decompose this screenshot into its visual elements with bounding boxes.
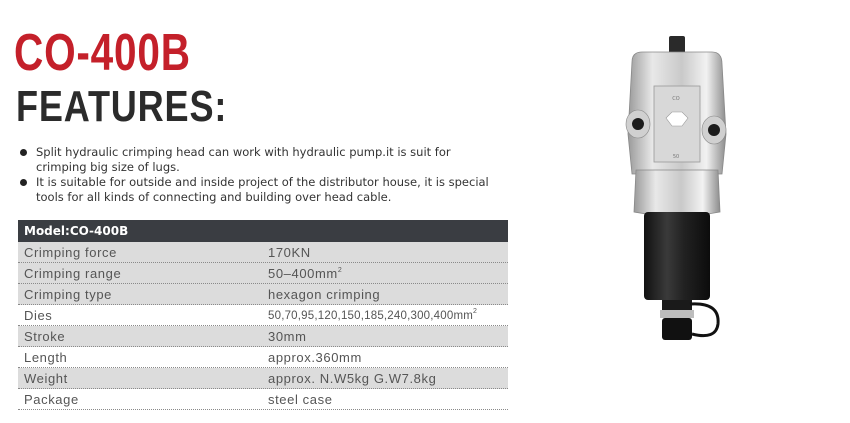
feature-item [18,175,498,205]
spec-value: hexagon crimping [268,286,381,302]
spec-label: Crimping type [24,286,112,302]
svg-text:50: 50 [672,154,680,160]
spec-label: Length [24,349,68,365]
bullet-icon [20,179,27,186]
product-model-title: CO-400B [14,24,191,82]
spec-value: $50,70,95,120,150,185,240,300,400mm^2$ [268,308,478,322]
table-row [18,263,508,284]
table-row [18,347,508,368]
table-row [18,305,508,326]
feature-item [18,145,498,175]
spec-value: approx. N.W5kg G.W7.8kg [268,370,437,386]
spec-value: 170KN [268,244,311,260]
features-list [18,145,498,205]
bullet-icon [20,149,27,156]
table-row [18,242,508,263]
spec-label: Crimping range [24,265,122,281]
spec-value: approx.360mm [268,349,362,365]
spec-table-header: Model:CO-400B [18,220,508,242]
table-row [18,389,508,410]
spec-label: Stroke [24,328,66,344]
features-heading: FEATURES: [16,82,228,131]
svg-text:CO: CO [672,96,680,102]
spec-label: Dies [24,307,53,323]
table-row [18,326,508,347]
spec-label: Crimping force [24,244,117,260]
spec-value: 30mm [268,328,307,344]
spec-value: steel case [268,391,333,407]
feature-text: Split hydraulic crimping head can work with hydraulic pump.it is suit for crimping big size of lugs. [36,145,451,174]
feature-text: It is suitable for outside and inside project of the distributor house, it is special tools for all kinds of connecting and building over head cable. [36,175,489,204]
spec-table [18,220,508,410]
spec-label: Weight [24,370,68,386]
crimping-head-product-image [622,34,732,354]
table-row [18,368,508,389]
spec-label: Package [24,391,79,407]
table-row [18,284,508,305]
spec-value: $50-400mm^2$ [268,265,343,281]
